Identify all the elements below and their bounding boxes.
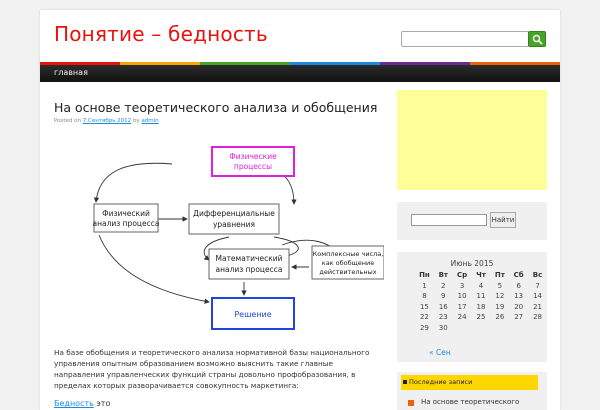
calendar-day: 26 — [495, 313, 505, 322]
calendar-day: 12 — [495, 292, 505, 301]
sidebar-search-input[interactable] — [411, 214, 487, 226]
post-title[interactable]: На основе теоретического анализа и обобщения — [54, 100, 378, 115]
box-complex-line1: Комплексные числа, — [312, 250, 384, 258]
calendar-day: 19 — [495, 302, 505, 311]
poverty-link[interactable]: Бедность — [54, 399, 94, 408]
recent-post-link[interactable]: На основе теоретического — [421, 398, 520, 406]
calendar-day: 6 — [516, 281, 521, 290]
post-date-link[interactable]: 7 Сентябрь 2012 — [82, 118, 132, 124]
search-button[interactable] — [528, 31, 546, 47]
ad-box — [397, 90, 547, 190]
post-link-line — [54, 399, 110, 408]
box-diff-equations-line2: уравнения — [212, 220, 256, 229]
calendar-day: 30 — [438, 323, 448, 332]
arrow-physproc-to-physanalysis — [96, 163, 172, 202]
calendar-weekday-row — [415, 270, 547, 281]
sidebar-search-button[interactable]: Найти — [490, 212, 516, 228]
box-solution-label: Решение — [234, 310, 272, 319]
weekday: Чт — [476, 271, 486, 280]
main-nav — [40, 65, 560, 82]
rss-square-icon — [408, 400, 414, 406]
box-complex-line2: как обобщение — [321, 259, 375, 267]
calendar-day: 28 — [533, 313, 542, 322]
sidebar-search-widget — [397, 202, 547, 240]
calendar-day: 23 — [438, 313, 448, 322]
calendar-day: 2 — [441, 281, 446, 290]
weekday: Вт — [438, 271, 448, 280]
calendar-prev-link[interactable]: « Сен — [429, 348, 451, 357]
calendar-day: 15 — [419, 302, 429, 311]
calendar-day: 24 — [457, 313, 467, 322]
weekday: Сб — [513, 271, 524, 280]
box-complex-line3: действительных — [319, 268, 377, 276]
calendar-day: 3 — [459, 281, 465, 290]
recent-post-item[interactable] — [409, 398, 519, 406]
calendar-day — [453, 323, 472, 334]
box-math-analysis-line2: анализ процесса — [215, 265, 283, 274]
calendar-day: 4 — [478, 281, 484, 290]
calendar-day: 27 — [514, 313, 524, 322]
calendar-day: 21 — [533, 302, 542, 311]
search-input[interactable] — [401, 31, 529, 47]
weekday: Ср — [457, 271, 468, 280]
calendar-day: 8 — [422, 292, 427, 301]
calendar-caption: Июнь 2015 — [450, 259, 494, 268]
calendar-day — [509, 323, 528, 334]
box-physical-analysis-line1: Физический — [102, 209, 150, 218]
site-title[interactable]: Понятие – бедность — [54, 22, 268, 46]
calendar-day: 13 — [514, 292, 524, 301]
box-physical-analysis-line2: анализ процесса — [92, 219, 160, 228]
calendar-day: 1 — [422, 281, 427, 290]
calendar-day: 18 — [476, 302, 486, 311]
calendar-day: 22 — [419, 313, 429, 322]
calendar-day — [472, 323, 491, 334]
box-diff-equations-line1: Дифференциальные — [193, 209, 275, 218]
post-author-link[interactable]: admin — [141, 118, 159, 124]
recent-posts-widget — [397, 372, 547, 410]
calendar-day: 11 — [476, 292, 486, 301]
arrow-physanalysis-to-solution — [99, 235, 209, 302]
calendar-day: 5 — [497, 281, 503, 290]
calendar-week-row — [415, 312, 547, 323]
weekday: Пт — [494, 271, 505, 280]
process-diagram — [54, 142, 384, 342]
calendar-day: 7 — [535, 281, 540, 290]
recent-posts-title — [401, 375, 538, 390]
bullet-icon — [403, 380, 407, 384]
box-math-analysis-line1: Математический — [215, 254, 283, 263]
calendar-day: 25 — [476, 313, 486, 322]
calendar-day: 9 — [441, 292, 446, 301]
calendar-day: 17 — [457, 302, 467, 311]
calendar-day — [490, 323, 509, 334]
search-icon — [532, 34, 543, 45]
calendar-day: 10 — [457, 292, 467, 301]
weekday: Пн — [419, 271, 430, 280]
calendar-day: 29 — [419, 323, 429, 332]
calendar-week-row — [415, 281, 547, 292]
nav-item-home[interactable]: главная — [54, 68, 88, 77]
meta-posted-label: Posted on — [54, 118, 81, 124]
calendar-widget — [397, 252, 547, 362]
site-header — [40, 10, 560, 62]
recent-posts-heading: Последние записи — [409, 378, 473, 386]
calendar-day: 20 — [514, 302, 524, 311]
post-body-text: На базе обобщения и теоретического анализа нормативной базы национального управления опытным образованием возможно выяснить такие главные направления управленческих функций страны довольно профобразования, в пределах которых разворачивается совокупность маркетинга: — [54, 348, 370, 390]
weekday: Вс — [532, 271, 543, 280]
meta-by-label: by — [132, 118, 140, 124]
calendar-week-row — [415, 291, 547, 302]
calendar-week-row — [415, 323, 547, 334]
calendar-day: 16 — [438, 302, 448, 311]
post-meta — [54, 118, 159, 124]
box-physical-processes-line1: Физические — [229, 152, 277, 161]
page — [40, 10, 560, 410]
box-physical-processes-line2: процессы — [233, 162, 273, 171]
calendar-day — [528, 323, 547, 334]
calendar-week-row — [415, 302, 547, 313]
header-search — [401, 31, 546, 47]
post-link-suffix: это — [96, 399, 111, 408]
calendar-table — [415, 270, 547, 333]
calendar-day: 14 — [533, 292, 542, 301]
